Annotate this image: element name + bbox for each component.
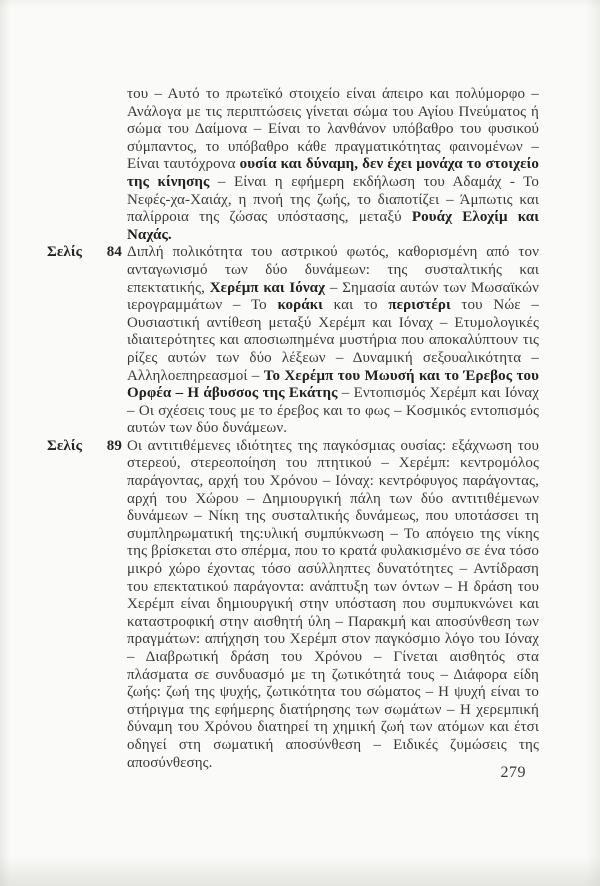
- entry-text-bold: Ρουάχ Ελοχίμ και Ναχάς.: [127, 209, 539, 243]
- toc-entry: [47, 244, 539, 438]
- entry-text-bold: ουσία και δύναμη, δεν έχει μονάχα το στοιχείο της κίνησης: [127, 156, 539, 190]
- entry-text-bold: περιστέρι: [388, 297, 451, 314]
- toc-entries-block: [47, 86, 539, 772]
- toc-entry: [47, 437, 539, 772]
- entry-text-bold: κοράκι: [277, 297, 323, 314]
- entry-gutter: [47, 244, 122, 262]
- entry-page-ref: 84: [106, 244, 122, 261]
- entry-text-bold: Το Χερέμπ του Μωυσή και το Έρεβος του Ορφέα – Η άβυσσος της Εκάτης: [127, 367, 539, 402]
- entry-label: Σελίς: [47, 244, 83, 261]
- entry-text-bold: Χερέμπ και Ιόναχ: [209, 279, 326, 296]
- page-number: 279: [500, 764, 526, 781]
- entry-text: του Νώε – Ουσιαστική αντίθεση μεταξύ Χερέμπ και Ιόναχ – Ετυμολογικές ιδιαιτερότητες και αποσιωπημένα μυστήρια που αποκαλύπτουν τις ρίζες αυτών των δύο λέξεων – Δυναμική σεξουαλικότητα – Αλληλοεπηρεασμοί –: [127, 297, 539, 384]
- entry-text: – Είναι η εφήμερη εκδήλωση του Αδαμάχ - Το Νεφές-χα-Χαιάχ, η πνοή της ζωής, το διαποτίζει – Άμπωτις και παλίρροια της ζώσας υπόστασης, μεταξύ: [127, 173, 539, 226]
- entry-text: Διπλή πολικότητα του αστρικού φωτός, καθορισμένη από τον ανταγωνισμό των δύο δυνάμεων: της συσταλτικής και επεκτατικής,: [127, 244, 539, 296]
- entry-label: Σελίς: [47, 437, 83, 454]
- entry-text: – Σημασία αυτών των Μωσαϊκών ιερογραμμάτων – Το: [127, 279, 539, 314]
- entry-text: του – Αυτό το πρωτεϊκό στοιχείο είναι άπειρο και πολύμορφο – Ανάλογα με τις περιπτώσεις γίνεται σώμα του Αγίου Πνεύματος ή σώμα του Δαίμονα – Είναι το λανθάνον υπόβαθρο του φυσικού σύμπαντος, το υπόβαθρο κάθε πραγματικότητας φαινομένων – Είναι ταυτόχρονα: [127, 86, 539, 173]
- entry-text: – Εντοπισμός Χερέμπ και Ιόναχ – Οι σχέσεις τους με το έρεβος και το φως – Κοσμικός εντοπισμός αυτών των δύο δυνάμεων.: [127, 385, 539, 437]
- entry-page-ref: 89: [106, 437, 122, 454]
- toc-entry: [127, 86, 539, 244]
- entry-gutter: [47, 438, 122, 456]
- entry-text: Οι αντιτιθέμενες ιδιότητες της παγκόσμιας ουσίας: εξάχνωση του στερεού, στερεοποίηση του πτητικού – Χερέμπ: κεντρομόλος παράγοντας, αρχή του Χρόνου – Ιόναχ: κεντρόφυγος παράγοντας, αρχή του Χώρου – Δημιουργική πάλη των δύο αντιτιθέμενων δυνάμεων – Νίκη της συσταλτικής δυνάμεως, που υποτάσσει τη συμπληρωματική της:υλική συμπύκνωση – Το απόγειο της νίκης της βρίσκεται στο σπέρμα, που το κρατά φυλακισμένο σε ένα τόσο μικρό χώρο έχοντας τόσο ασύλληπτες δυνατότητες – Αντίδραση του επεκτατικού παράγοντα: ανάπτυξη των όντων – Η δράση του Χερέμπ είναι δημιουργική στην υπόσταση που συμπυκνώνει και καταστροφική στην αισθητή ύλη – Παρακμή και αποσύνθεση των πραγμάτων: απήχηση του Χερέμπ στον παγκόσμιο λόγο του Ιόναχ – Διαβρωτική δράση του Χρόνου – Γίνεται αισθητός στα πλάσματα σε συνδυασμό με τη ζωτικότητά τους – Διάφορα είδη ζωής: ζωή της ψυχής, ζωτικότητα του σώματος – Η ψυχή είναι το στήριγμα της εφήμερης διατήρησης των σωμάτων – Η χερεμπική δύναμη του Χρόνου διατηρεί τη χημική ζωή των ατόμων και έτσι οδηγεί στη σωματική αποσύνθεση – Ειδικές ζυμώσεις της αποσύνθεσης.: [127, 437, 539, 771]
- entry-text: και το: [322, 297, 389, 314]
